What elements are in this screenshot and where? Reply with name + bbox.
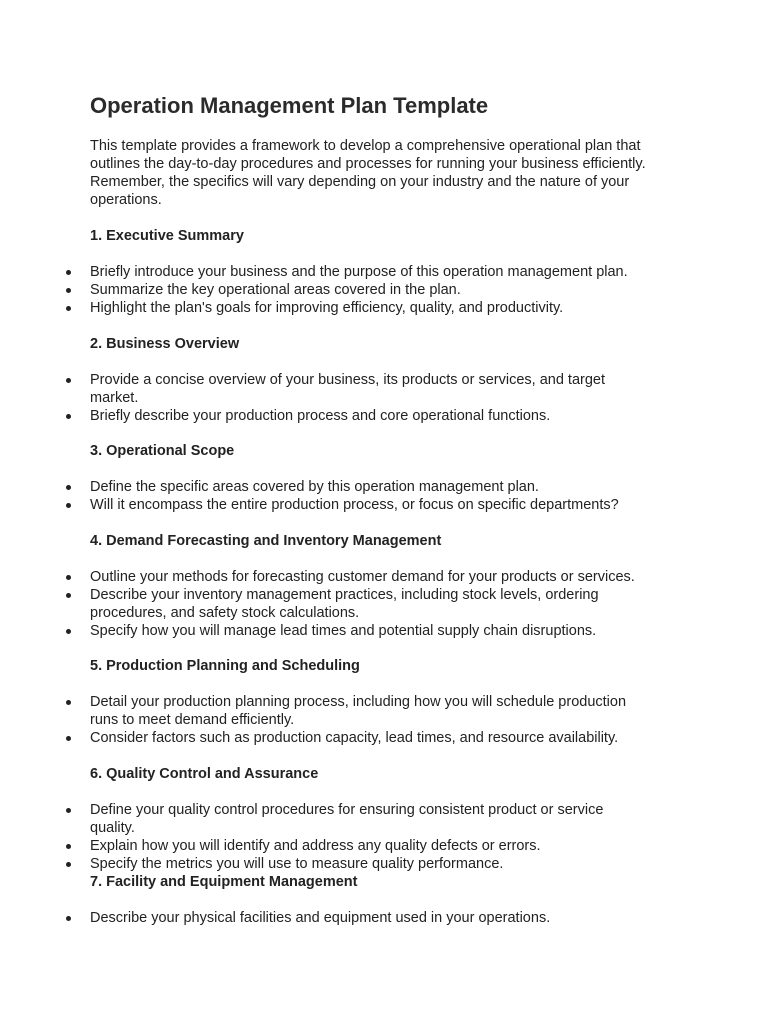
list-item: Will it encompass the entire production process, or focus on specific departments? (0, 496, 700, 514)
list-item: Briefly describe your production process and core operational functions. (0, 407, 700, 425)
list-item: Briefly introduce your business and the purpose of this operation management plan. (0, 263, 700, 281)
list-item: Highlight the plan's goals for improving efficiency, quality, and productivity. (0, 299, 700, 317)
section-heading-operational-scope: 3. Operational Scope (90, 443, 235, 459)
section-heading-production-planning: 5. Production Planning and Scheduling (90, 658, 360, 674)
bullet-icon (66, 575, 71, 580)
section-heading-facility-equipment: 7. Facility and Equipment Management (90, 874, 358, 890)
bullet-list-business-overview (0, 371, 700, 425)
bullet-icon (66, 629, 71, 634)
list-item: Explain how you will identify and address any quality defects or errors. (0, 837, 700, 855)
intro-paragraph: This template provides a framework to develop a comprehensive operational plan that outlines the day-to-day procedures and processes for running your business efficiently. Remember, the specifics will vary depending on your industry and the nature of your operations. (90, 138, 646, 208)
list-item: Describe your physical facilities and equipment used in your operations. (0, 909, 700, 927)
bullet-list-demand-forecasting (0, 568, 700, 640)
bullet-icon (66, 700, 71, 705)
list-item: Summarize the key operational areas covered in the plan. (0, 281, 700, 299)
bullet-icon (66, 844, 71, 849)
list-item: Specify how you will manage lead times and potential supply chain disruptions. (0, 622, 700, 640)
bullet-icon (66, 916, 71, 921)
bullet-list-production-planning (0, 693, 700, 747)
list-item: Provide a concise overview of your business, its products or services, and target market. (0, 371, 700, 407)
bullet-icon (66, 270, 71, 275)
bullet-icon (66, 593, 71, 598)
list-item: Define your quality control procedures for ensuring consistent product or service quality. (0, 801, 700, 837)
list-item: Detail your production planning process, including how you will schedule production runs to meet demand efficiently. (0, 693, 700, 729)
section-heading-executive-summary: 1. Executive Summary (90, 228, 244, 244)
bullet-icon (66, 808, 71, 813)
section-heading-business-overview: 2. Business Overview (90, 336, 240, 352)
bullet-list-quality-control (0, 801, 700, 873)
bullet-list-executive-summary (0, 263, 700, 317)
list-item: Define the specific areas covered by this operation management plan. (0, 478, 700, 496)
bullet-icon (66, 862, 71, 867)
bullet-icon (66, 736, 71, 741)
bullet-list-operational-scope (0, 478, 700, 514)
document-title: Operation Management Plan Template (90, 93, 489, 118)
list-item: Outline your methods for forecasting customer demand for your products or services. (0, 568, 700, 586)
list-item: Specify the metrics you will use to measure quality performance. (0, 855, 700, 873)
bullet-icon (66, 503, 71, 508)
section-heading-quality-control: 6. Quality Control and Assurance (90, 766, 319, 782)
bullet-list-facility-equipment (0, 909, 700, 927)
bullet-icon (66, 378, 71, 383)
bullet-icon (66, 414, 71, 419)
list-item: Describe your inventory management practices, including stock levels, ordering procedures, and safety stock calculations. (0, 586, 700, 622)
bullet-icon (66, 288, 71, 293)
bullet-icon (66, 485, 71, 490)
bullet-icon (66, 306, 71, 311)
section-heading-demand-forecasting: 4. Demand Forecasting and Inventory Management (90, 533, 442, 549)
list-item: Consider factors such as production capacity, lead times, and resource availability. (0, 729, 700, 747)
